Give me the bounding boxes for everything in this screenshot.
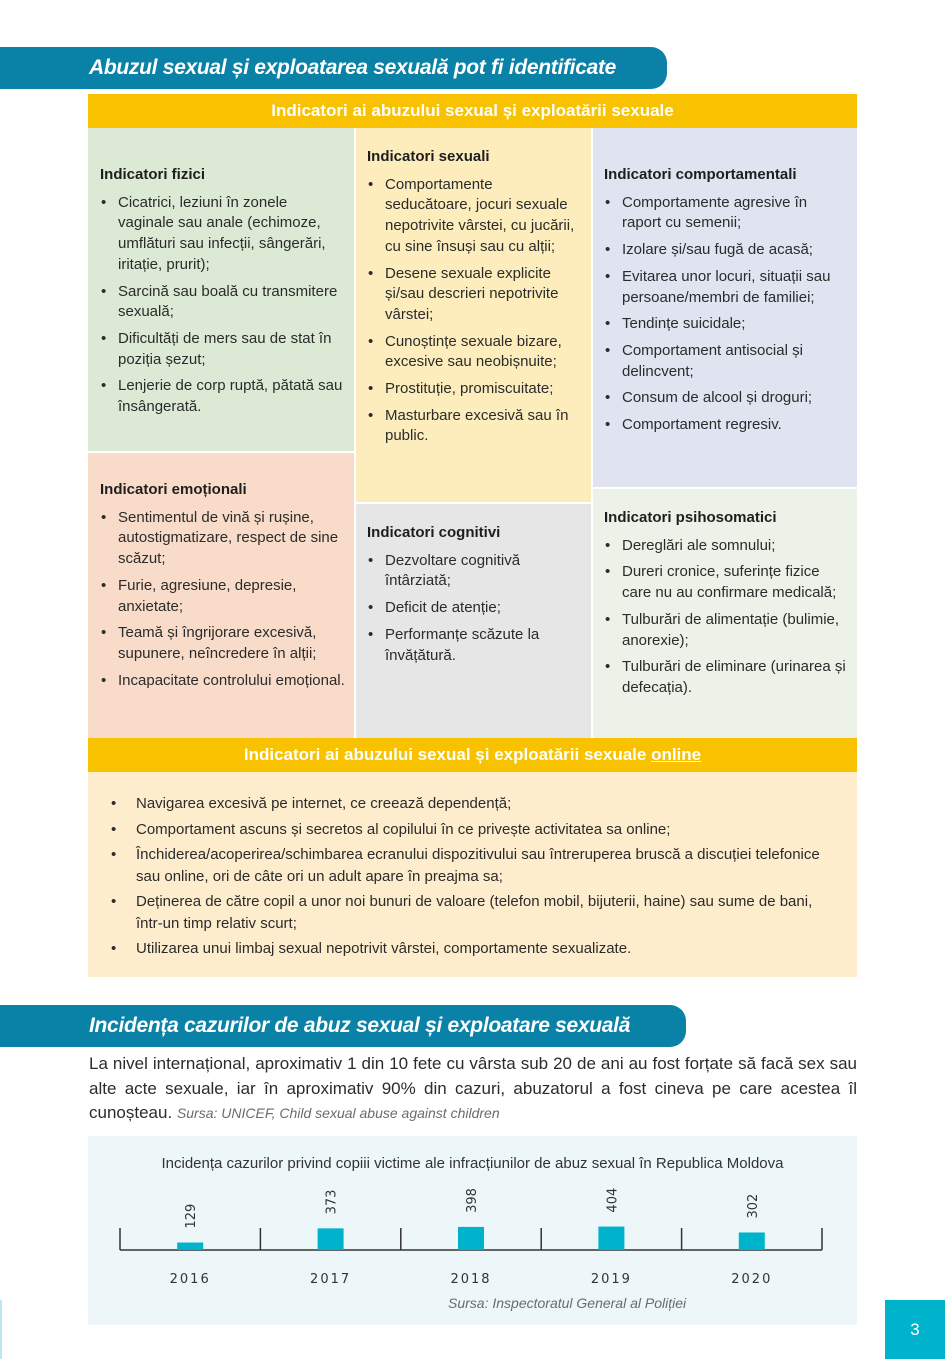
indicator-list <box>110 793 837 960</box>
online-header-text: Indicatori ai abuzului sexual și exploatării sexuale <box>243 745 652 764</box>
list-item: • Incapacitate controlului emoțional. <box>100 671 345 692</box>
data-label: 302 <box>745 1193 761 1219</box>
bar-2019 <box>598 1227 624 1250</box>
list-item: • Navigarea excesivă pe internet, ce creează dependență; <box>110 793 837 815</box>
indicator-list <box>367 175 582 447</box>
list-item: • Dureri cronice, suferințe fizice care nu au confirmare medicală; <box>604 562 847 603</box>
indicator-card-behavioral <box>592 128 857 488</box>
chart-title: Incidența cazurilor privind copiii victime ale infracțiunilor de abuz sexual în Republica Moldova <box>161 1155 784 1172</box>
list-item: • Dezvoltare cognitivă întârziată; <box>367 551 582 592</box>
x-tick-label: 2016 <box>169 1272 211 1287</box>
list-item: • Furie, agresiune, depresie, anxietate; <box>100 576 345 617</box>
x-tick-label: 2017 <box>310 1272 352 1287</box>
incidence-chart <box>88 1136 857 1325</box>
list-item: • Consum de alcool și droguri; <box>604 388 847 409</box>
list-item: • Comportamente agresive în raport cu semenii; <box>604 193 847 234</box>
indicator-card-cognitive <box>355 503 592 738</box>
x-tick-label: 2018 <box>450 1272 492 1287</box>
list-item: • Tendințe suicidale; <box>604 314 847 335</box>
list-item: • Comportament antisocial și delincvent; <box>604 341 847 382</box>
bar-2018 <box>458 1227 484 1250</box>
cell-divider <box>355 502 592 504</box>
card-title: Indicatori sexuali <box>367 148 490 165</box>
cell-divider <box>591 128 593 738</box>
cell-divider <box>592 487 857 489</box>
list-item: • Comportament regresiv. <box>604 415 847 436</box>
x-tick-label: 2019 <box>590 1272 632 1287</box>
indicator-list <box>604 536 847 699</box>
card-title: Indicatori emoționali <box>100 481 247 498</box>
indicator-list <box>100 508 345 692</box>
list-item: • Deficit de atenție; <box>367 598 582 619</box>
section-title-incidence: Incidența cazurilor de abuz sexual și exploatare sexuală <box>0 1005 686 1047</box>
list-item: • Cicatrici, leziuni în zonele vaginale sau anale (echimoze, umflături sau infecții, sângerări, iritație, prurit); <box>100 193 345 276</box>
list-item: • Lenjerie de corp ruptă, pătată sau însângerată. <box>100 376 345 417</box>
data-label: 129 <box>184 1203 200 1229</box>
intro-text: La nivel internațional, aproximativ 1 din 10 fete cu vârsta sub 20 de ani au fost forțate să facă sex sau alte acte sexuale, iar în aproximativ 90% din cazuri, abuzatorul a fost cineva pe care acestea îl cunoșteau. <box>89 1054 857 1122</box>
intro-source: Sursa: UNICEF, Child sexual abuse against children <box>176 1105 500 1121</box>
list-item: • Închiderea/acoperirea/schimbarea ecranului dispozitivului sau întreruperea bruscă a discuției telefonice sau online, ori de câte ori un adult apare în preajma sa; <box>110 844 837 887</box>
list-item: • Cunoștințe sexuale bizare, excesive sau neobișnuite; <box>367 332 582 373</box>
list-item: • Utilizarea unui limbaj sexual nepotrivit vârstei, comportamente sexualizate. <box>110 938 837 960</box>
indicator-list <box>367 551 582 667</box>
card-title: Indicatori fizici <box>100 166 206 183</box>
card-title: Indicatori cognitivi <box>367 524 501 541</box>
indicator-list <box>604 193 847 436</box>
data-label: 398 <box>465 1188 480 1213</box>
bar-2016 <box>177 1243 203 1250</box>
table-header: Indicatori ai abuzului sexual și exploatării sexuale <box>88 94 857 128</box>
indicator-card-physical <box>88 128 355 452</box>
edge-stripe <box>0 1300 2 1359</box>
list-item: • Izolare și/sau fugă de acasă; <box>604 240 847 261</box>
list-item: • Dereglări ale somnului; <box>604 536 847 557</box>
list-item: • Performanțe scăzute la învățătură. <box>367 625 582 666</box>
card-title: Indicatori psihosomatici <box>604 509 777 526</box>
data-label: 404 <box>605 1187 621 1213</box>
list-item: • Tulburări de alimentație (bulimie, anorexie); <box>604 610 847 651</box>
cell-divider <box>88 451 355 453</box>
data-label: 373 <box>324 1189 340 1215</box>
list-item: • Comportamente seducătoare, jocuri sexuale nepotrivite vârstei, cu jucării, cu sine însuși sau cu alții; <box>367 175 582 258</box>
list-item: • Masturbare excesivă sau în public. <box>367 406 582 447</box>
chart-source: Sursa: Inspectoratul General al Poliției <box>448 1295 687 1311</box>
list-item: • Comportament ascuns și secretos al copilului în ce privește activitatea sa online; <box>110 819 837 841</box>
list-item: • Teamă și îngrijorare excesivă, supunere, neîncredere în alții; <box>100 623 345 664</box>
list-item: • Tulburări de eliminare (urinarea și defecația). <box>604 657 847 698</box>
list-item: • Sentimentul de vină și rușine, autostigmatizare, respect de sine scăzut; <box>100 508 345 570</box>
online-indicators-box <box>88 772 857 977</box>
bar-2017 <box>318 1228 344 1250</box>
card-title: Indicatori comportamentali <box>604 166 797 183</box>
indicator-card-sexual <box>355 128 592 503</box>
online-header-underlined: online <box>651 745 702 764</box>
indicator-card-psychosomatic <box>592 488 857 738</box>
x-tick-label: 2020 <box>731 1272 773 1287</box>
list-item: • Prostituție, promiscuitate; <box>367 379 582 400</box>
cell-divider <box>354 128 356 738</box>
list-item: • Dificultăți de mers sau de stat în poziția șezut; <box>100 329 345 370</box>
list-item: • Sarcină sau boală cu transmitere sexuală; <box>100 282 345 323</box>
indicator-card-emotional <box>88 452 355 738</box>
intro-paragraph <box>89 1052 857 1126</box>
section-title-identification: Abuzul sexual și exploatarea sexuală pot fi identificate <box>0 47 667 89</box>
list-item: • Desene sexuale explicite și/sau descrieri nepotrivite vârstei; <box>367 264 582 326</box>
online-indicators-header <box>88 738 857 772</box>
indicator-list <box>100 193 345 418</box>
bar-2020 <box>739 1232 765 1250</box>
list-item: • Evitarea unor locuri, situații sau persoane/membri de familiei; <box>604 267 847 308</box>
list-item: • Deținerea de către copil a unor noi bunuri de valoare (telefon mobil, bijuterii, haine) sau sume de bani, într-un timp relativ scurt; <box>110 891 837 934</box>
page-number: 3 <box>885 1300 945 1359</box>
